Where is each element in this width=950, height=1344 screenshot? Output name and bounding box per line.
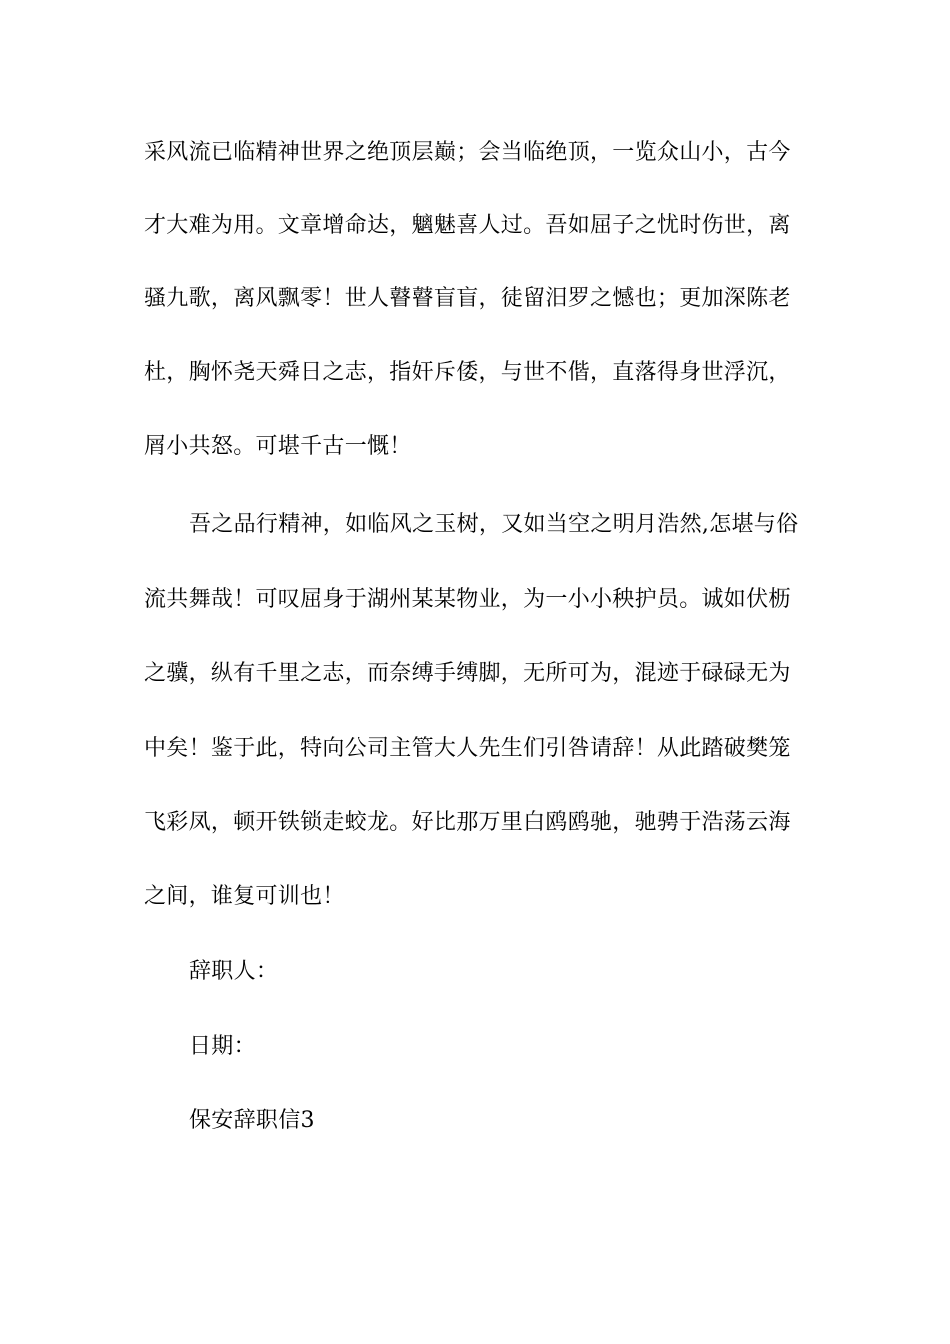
paragraph-1-line: 杜，胸怀尧天舜日之志，指奸斥倭，与世不偕，直落得身世浮沉， — [144, 360, 791, 385]
paragraph-2-line: 吾之品行精神，如临风之玉树，又如当空之明月浩然,怎堪与俗 — [189, 512, 799, 537]
paragraph-1-line: 骚九歌，离风飘零！世人瞽瞽盲盲，徒留汨罗之憾也；更加深陈老 — [144, 286, 791, 311]
signature-label: 辞职人： — [189, 959, 279, 984]
paragraph-1-line: 屑小共怒。可堪千古一慨！ — [144, 434, 412, 459]
paragraph-1-line: 才大难为用。文章增命达，魑魅喜人过。吾如屈子之忧时伤世，离 — [144, 213, 791, 238]
next-section-heading: 保安辞职信3 — [189, 1108, 315, 1133]
paragraph-2-line: 之骥，纵有千里之志，而奈缚手缚脚，无所可为，混迹于碌碌无为 — [144, 661, 791, 686]
paragraph-2-line: 飞彩凤，顿开铁锁走蛟龙。好比那万里白鸥鸥驰，驰骋于浩荡云海 — [144, 810, 791, 835]
date-label: 日期： — [189, 1034, 256, 1059]
paragraph-2-line: 中矣！鉴于此，特向公司主管大人先生们引咎请辞！从此踏破樊笼 — [144, 736, 791, 761]
paragraph-2-line: 之间，谁复可训也！ — [144, 884, 345, 909]
paragraph-2-line: 流共舞哉！可叹屈身于湖州某某物业，为一小小秧护员。诚如伏枥 — [144, 587, 791, 612]
paragraph-1-line: 采风流已临精神世界之绝顶层巅；会当临绝顶，一览众山小，古今 — [144, 140, 791, 165]
